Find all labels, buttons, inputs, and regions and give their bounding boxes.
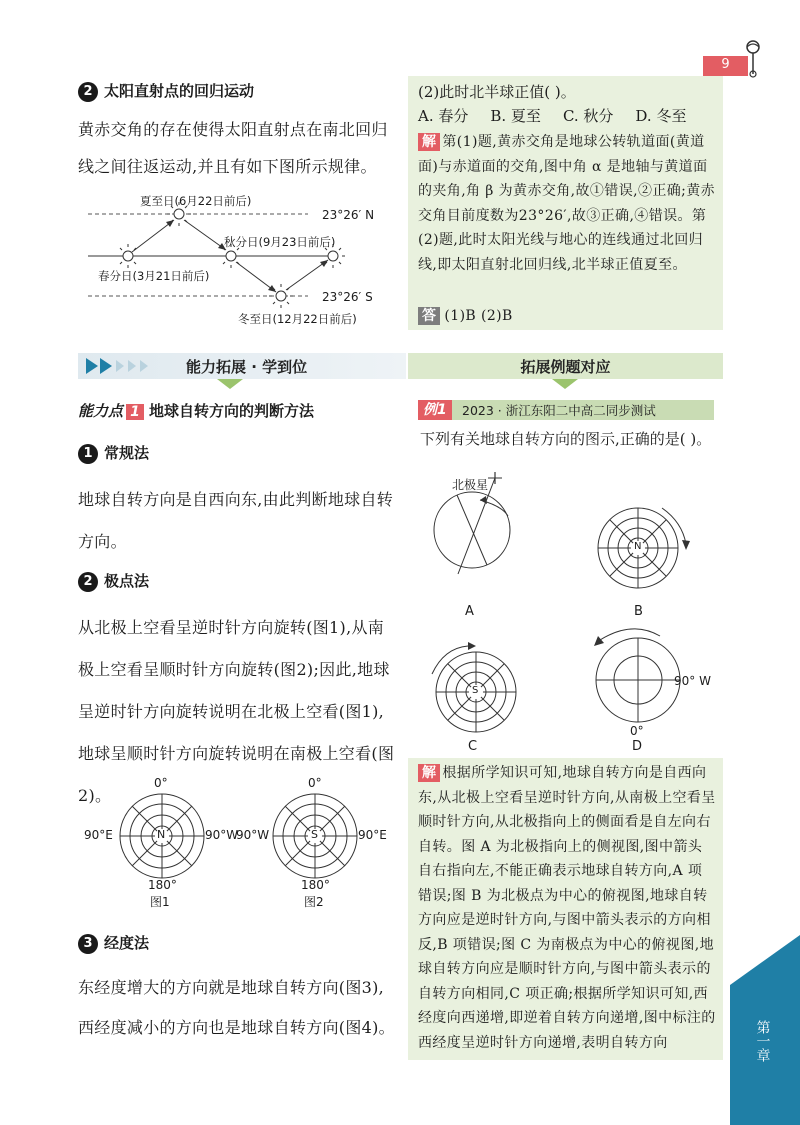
method2-heading [78, 570, 149, 592]
fig1-right: 90°W [205, 828, 239, 842]
method2-number: 2 [78, 572, 98, 592]
method1-title: 常规法 [104, 444, 150, 462]
diagram-winter-label: 冬至日(12月22日前后) [238, 312, 357, 326]
fig-d-right: 90° W [674, 674, 711, 688]
fig2-caption: 图2 [304, 895, 324, 909]
example-source: 2023 · 浙江东阳二中高二同步测试 [462, 403, 656, 418]
banner-arrows-icon [86, 356, 186, 376]
option-c[interactable]: C. 秋分 [562, 107, 614, 125]
chapter-tab[interactable] [752, 1020, 772, 1067]
method2-title: 极点法 [104, 572, 150, 590]
polaris-label: 北极星 [452, 478, 489, 492]
method2-text: 从北极上空看呈逆时针方向旋转(图1),从南极上空看呈顺时针方向旋转(图2);因此,地球呈逆时针方向旋转说明在北极上空看(图1),地球呈顺时针方向旋转说明在南极上空看(图2)。 [78, 618, 395, 805]
fig1-left: 90°E [84, 828, 113, 842]
method1-number: 1 [78, 444, 98, 464]
question-2: (2)此时北半球正值( )。 [418, 83, 576, 101]
diagram-south-lat: 23°26′ S [322, 290, 373, 304]
section2-heading [78, 80, 254, 102]
section2-number: 2 [78, 82, 98, 102]
method3-heading [78, 932, 149, 954]
banner-left-title: 能力拓展 · 学到位 [186, 358, 308, 376]
method3-number: 3 [78, 934, 98, 954]
question-2-options [418, 104, 686, 128]
fig2-top: 0° [308, 776, 322, 790]
fig-b-center: N [634, 541, 642, 552]
section2-title: 太阳直射点的回归运动 [104, 82, 255, 100]
diagram-summer-label: 夏至日(6月22日前后) [140, 194, 252, 208]
fig-c-center: S [472, 685, 479, 696]
solution-tag: 解 [418, 133, 440, 151]
option-a[interactable]: A. 春分 [418, 107, 469, 125]
ability-label: 能力点 [78, 402, 124, 420]
fig-d-bottom: 0° [630, 724, 644, 738]
page-number: 9 [721, 57, 730, 72]
fig1-bottom: 180° [148, 878, 177, 892]
ability-number: 1 [126, 404, 144, 420]
fig1-top: 0° [154, 776, 168, 790]
answer-top [418, 304, 513, 329]
fig-a-label: A [465, 604, 474, 619]
fig2-bottom: 180° [301, 878, 330, 892]
fig2-center: S [311, 828, 318, 841]
mascot-icon [738, 38, 768, 82]
diagram-north-lat: 23°26′ N [322, 208, 375, 222]
fig2-right: 90°E [358, 828, 387, 842]
answer-tag: 答 [418, 307, 440, 325]
answer-text: (1)B (2)B [444, 308, 513, 324]
example-solution-text: 根据所学知识可知,地球自转方向是自西向东,从北极上空看呈逆时针方向,从南极上空看呈顺时针方向,从北极指向上的侧面看是自左向右自转。图 A 为北极指向上的侧视图,图中箭头自右指向左,不能正确表示地球自转方向,A 项错误;图 B 为北极点为中心的俯视图,地球自转方向应是逆时针方向,与图中箭头表示的方向相反,B 项错误;图 C 为南极点为中心的俯视图,地球自转方向应是顺时针方向,与图中箭头表示的自转方向相同,C 项正确;根据所学知识可知,西经度向西递增,即逆着自转方向递增,图中标注的西经度呈逆时针方向递增,表明自转方向 [418, 765, 716, 1051]
example-solution-tag: 解 [418, 764, 440, 782]
solution-text: 第(1)题,黄赤交角是地球公转轨道面(黄道面)与赤道面的交角,图中角 α 是地轴与黄道面的夹角,角 β 为黄赤交角,故①错误,②正确;黄赤交角目前度数为23°26′,故③正确,④错误。第(2)题,此时太阳光线与地心的连线通过北回归线,即太阳直射北回归线,北半球正值夏至。 [418, 134, 716, 273]
method1-heading [78, 442, 149, 464]
option-b[interactable]: B. 夏至 [490, 107, 541, 125]
chapter-tab-label: 第一章 [754, 1020, 771, 1062]
banner-right-pointer [552, 379, 578, 389]
method3-title: 经度法 [104, 934, 150, 952]
solution-top [418, 130, 716, 277]
method1-text: 地球自转方向是自西向东,由此判断地球自转方向。 [78, 490, 394, 551]
example-solution [418, 761, 716, 1055]
diagram-autumn-label: 秋分日(9月23日前后) [224, 235, 336, 249]
example-label: 例1 [418, 400, 452, 420]
fig-c-label: C [468, 739, 478, 754]
ability-heading [78, 400, 314, 421]
fig1-center: N [157, 828, 166, 841]
fig-b-label: B [634, 604, 643, 619]
diagram-spring-label: 春分日(3月21日前后) [98, 269, 210, 283]
method3-text: 东经度增大的方向就是地球自转方向(图3),西经度减小的方向也是地球自转方向(图4)。 [78, 978, 395, 1037]
banner-right-title: 拓展例题对应 [520, 358, 611, 376]
example-question: 下列有关地球自转方向的图示,正确的是( )。 [420, 430, 712, 448]
fig1-caption: 图1 [150, 895, 170, 909]
option-d[interactable]: D. 冬至 [635, 107, 687, 125]
banner-left-pointer [217, 379, 243, 389]
fig-d-label: D [632, 739, 643, 754]
fig2-left: 90°W [236, 828, 270, 842]
ability-title: 地球自转方向的判断方法 [149, 402, 315, 420]
section2-text: 黄赤交角的存在使得太阳直射点在南北回归线之间往返运动,并且有如下图所示规律。 [78, 120, 388, 176]
